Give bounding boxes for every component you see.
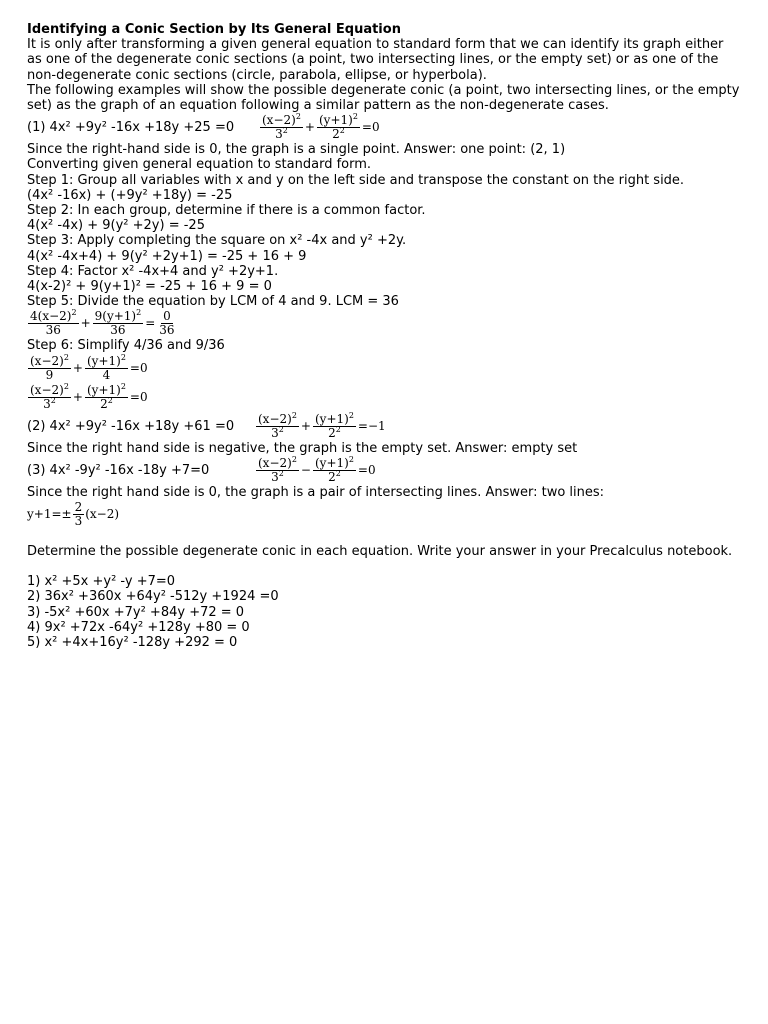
exercise-item: 1) x² +5x +y² -y +7=0	[27, 574, 176, 590]
document-page	[27, 22, 741, 650]
step-text: Step 1: Group all variables with x and y on the left side and transpose the constant on the right side.	[27, 172, 685, 188]
example-3-equation: (3) 4x² -9y² -16x -18y +7=0	[27, 462, 210, 478]
example-1-row	[27, 113, 741, 142]
exercise-item: 4) 9x² +72x -64y² +128y +80 = 0	[27, 619, 250, 635]
step-text: Converting given general equation to standard form.	[27, 157, 372, 173]
step-text: 4(x² -4x+4) + 9(y² +2y+1) = -25 + 16 + 9	[27, 248, 307, 264]
step-text: (4x² -16x) + (+9y² +18y) = -25	[27, 187, 233, 203]
step-6-text: Step 6: Simplify 4/36 and 9/36	[27, 338, 225, 354]
step-text: Step 5: Divide the equation by LCM of 4 and 9. LCM = 36	[27, 294, 399, 310]
step-text: Step 3: Apply completing the square on x² -4x and y² +2y.	[27, 233, 407, 249]
step-6-formula-a: $\frac{(x-2)^2}{9}$ + $\frac{(y+1)^2}{4}$ =0	[30, 352, 148, 382]
example-3-lines-formula: y+1=± $\frac{2}{3}$ (x−2)	[27, 500, 120, 529]
step-6-formula-b: $\frac{(x-2)^2}{3^2}$ + $\frac{(y+1)^2}{2^2}$ =0	[30, 381, 148, 411]
example-2-standard-form: $\frac{(x-2)^2}{3^2}$ + $\frac{(y+1)^2}{2^2}$ =−1	[258, 410, 386, 440]
exercise-item: 2) 36x² +360x +64y² -512y +1924 =0	[27, 589, 279, 605]
example-1-standard-form: $\frac{(x-2)^2}{3^2}$ + $\frac{(y+1)^2}{2^2}$ =0	[262, 112, 380, 142]
example-1-equation: (1) 4x² +9y² -16x +18y +25 =0	[27, 120, 235, 136]
document-title: Identifying a Conic Section by Its General Equation	[27, 22, 401, 37]
example-1-answer: Since the right-hand side is 0, the graph is a single point. Answer: one point: (2, 1)	[27, 142, 566, 158]
step-5-formula: $\frac{4(x-2)^2}{36}$ + $\frac{9(y+1)^2}{36}$ = $\frac{0}{36}$	[30, 308, 175, 338]
example-2-answer: Since the right hand side is negative, the graph is the empty set. Answer: empty set	[27, 440, 578, 456]
step-text: 4(x² -4x) + 9(y² +2y) = -25	[27, 218, 205, 234]
intro-paragraph-2: The following examples will show the possible degenerate conic (a point, two intersecting lines, or the empty set) as the graph of an equation following a similar pattern as the non-degenerate cases.	[27, 82, 740, 114]
example-2-row	[27, 412, 741, 441]
exercise-item: 5) x² +4x+16y² -128y +292 = 0	[27, 635, 238, 651]
exercise-instructions: Determine the possible degenerate conic in each equation. Write your answer in your Precalculus notebook.	[27, 544, 733, 560]
step-text: 4(x-2)² + 9(y+1)² = -25 + 16 + 9 = 0	[27, 279, 272, 295]
example-2-equation: (2) 4x² +9y² -16x +18y +61 =0	[27, 418, 235, 434]
example-3-row	[27, 456, 741, 485]
example-3-standard-form: $\frac{(x-2)^2}{3^2}$ − $\frac{(y+1)^2}{2^2}$ =0	[258, 454, 376, 484]
step-text: Step 4: Factor x² -4x+4 and y² +2y+1.	[27, 263, 279, 279]
example-3-answer: Since the right hand side is 0, the graph is a pair of intersecting lines. Answer: two lines:	[27, 484, 605, 500]
exercise-item: 3) -5x² +60x +7y² +84y +72 = 0	[27, 604, 245, 620]
intro-paragraph-1: It is only after transforming a given general equation to standard form that we can identify its graph either as one of the degenerate conic sections (a point, two intersecting lines, or the empty set) or as one of the non-degenerate conic sections (circle, parabola, ellipse, or hyperbola).	[27, 37, 724, 83]
step-text: Step 2: In each group, determine if there is a common factor.	[27, 203, 426, 219]
